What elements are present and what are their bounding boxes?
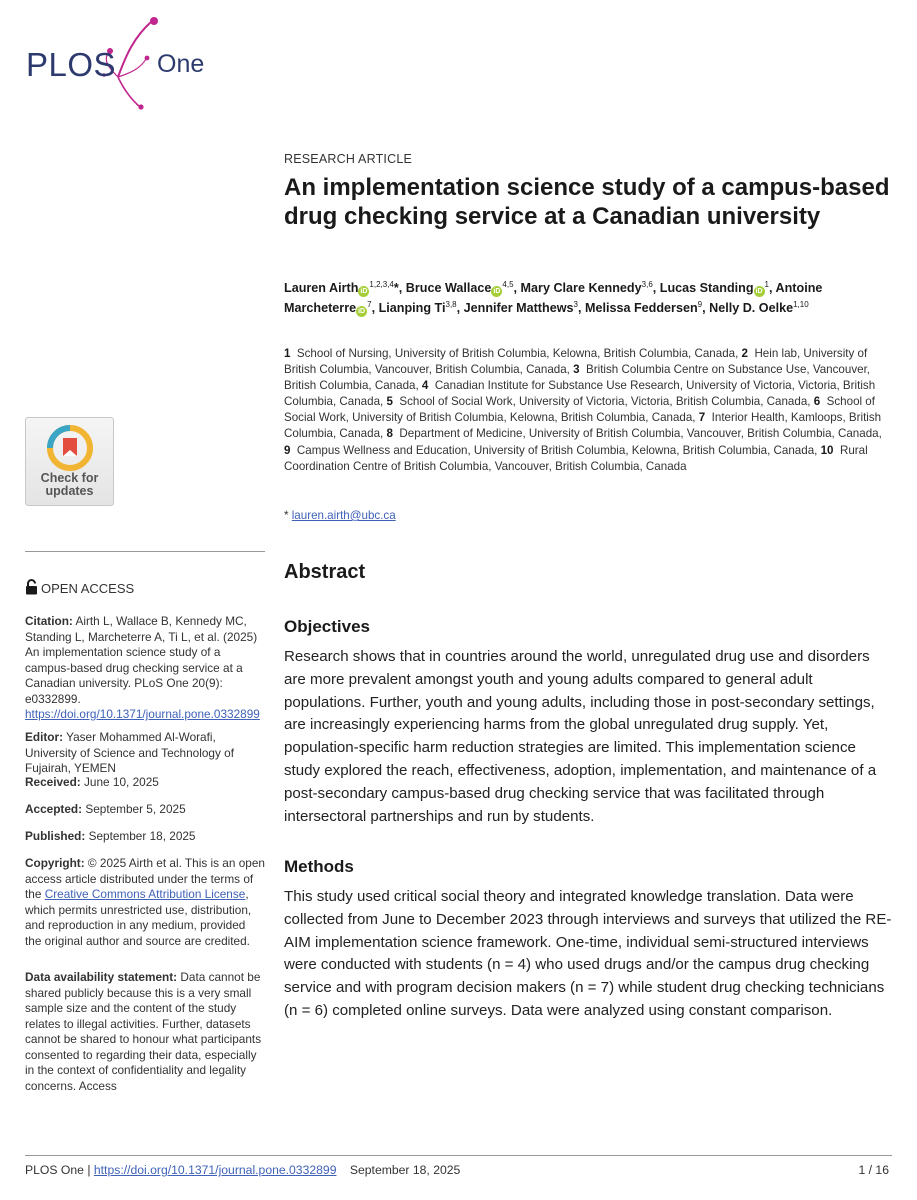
crossmark-icon <box>46 424 94 472</box>
author-affiliation-numbers: 4,5 <box>502 280 514 289</box>
affiliation-number: 4 <box>421 379 429 393</box>
author-separator: , <box>577 301 585 315</box>
author-separator: , <box>652 281 660 295</box>
copyright-text-end: , which permits unrestricted use, distribution, and reproduction in any medium, provided the original author and source are credited. <box>25 887 252 948</box>
page-footer <box>25 1163 460 1177</box>
email-link[interactable]: lauren.airth@ubc.ca <box>291 509 396 522</box>
cc-license-link[interactable]: Creative Commons Attribution License <box>44 887 246 901</box>
author-name: Mary Clare Kennedy <box>520 281 642 295</box>
editor-block <box>25 730 265 777</box>
footer-date: September 18, 2025 <box>349 1163 461 1177</box>
published-label: Published: <box>25 829 86 843</box>
published-date: September 18, 2025 <box>88 829 196 843</box>
affiliation-number: 7 <box>698 411 706 425</box>
author-affiliation-numbers: 7 <box>367 300 372 309</box>
accepted-label: Accepted: <box>25 802 83 816</box>
affiliation-text: Interior Health, Kamloops, British Columbia, Canada, <box>284 411 882 441</box>
logo-journal-text: One <box>157 50 205 78</box>
data-availability-label: Data availability statement: <box>25 970 178 984</box>
objectives-text: Research shows that in countries around the world, unregulated drug use and disorders are more prevalent amongst youth and young adults compared to general adult populations. Further, youth and young adults, including those in post-secondary settings, are increasingly experiencing harms from the global unregulated drug supply. Yet, population-specific harm reduction strategies are limited. This implementation science study explored the reach, effectiveness, adoption, implementation, and maintenance of a post-secondary campus-based drug checking service that was facilitated through intersectoral partnerships and run by students. <box>284 648 877 825</box>
author-name: Jennifer Matthews <box>463 301 574 315</box>
author-separator: , <box>702 301 710 315</box>
affiliation-text: School of Social Work, University of British Columbia, Kelowna, British Columbia, Canada, <box>284 395 875 425</box>
affiliation-number: 9 <box>284 443 291 457</box>
affiliation-text: School of Social Work, University of Victoria, Victoria, British Columbia, Canada, <box>399 395 814 409</box>
affiliation-text: Campus Wellness and Education, University of British Columbia, Kelowna, British Columbia, Canada, <box>296 443 821 457</box>
affiliation-text: Department of Medicine, University of British Columbia, Vancouver, British Columbia, Canada, <box>399 427 882 441</box>
author-name: Melissa Feddersen <box>584 301 698 315</box>
affiliation-number: 2 <box>741 347 748 360</box>
editor-label: Editor: <box>25 730 64 744</box>
article-type: RESEARCH ARTICLE <box>284 152 413 166</box>
author-name: Lauren Airth <box>284 281 359 295</box>
author-separator: *, <box>393 281 406 295</box>
author-affiliation-numbers: 9 <box>697 300 703 309</box>
author-affiliation-numbers: 1 <box>764 280 769 289</box>
affiliation-text: Hein lab, University of British Columbia, Vancouver, British Columbia, Canada, <box>284 347 868 377</box>
affiliation-number: 8 <box>386 427 393 441</box>
affiliation-text: Rural Coordination Centre of British Columbia, Vancouver, British Columbia, Canada <box>284 443 868 473</box>
received-date: June 10, 2025 <box>84 775 159 789</box>
orcid-icon[interactable]: iD <box>358 308 366 315</box>
citation-doi-link[interactable]: https://doi.org/10.1371/journal.pone.0332899 <box>25 707 260 721</box>
affiliation-text: British Columbia Centre on Substance Use, Vancouver, British Columbia, Canada, <box>284 363 871 393</box>
footer-doi-link[interactable]: https://doi.org/10.1371/journal.pone.0332899 <box>93 1163 337 1177</box>
author-separator: , <box>456 301 464 315</box>
affiliation-text: Canadian Institute for Substance Use Research, University of Victoria, Victoria, British Columbia, Canada, <box>284 379 876 409</box>
received-block <box>25 775 265 791</box>
author-affiliation-numbers: 1,10 <box>793 300 809 309</box>
accepted-date: September 5, 2025 <box>85 802 186 816</box>
data-availability-text: Data cannot be shared publicly because this is a very small sample size and the content of the study relates to illegal activities. Further, datasets cannot be shared to honour what participants consented to regarding their data, especially in the context of confidentiality and legality concerns. Access <box>25 970 262 1093</box>
author-name: Antoine Marcheterre <box>284 281 823 315</box>
copyright-block <box>25 856 265 949</box>
abstract-heading: Abstract <box>284 561 366 583</box>
published-block <box>25 829 265 845</box>
corresponding-email <box>284 509 894 522</box>
sidebar-divider <box>25 551 265 552</box>
affiliation-number: 1 <box>284 347 291 360</box>
author-separator: , <box>371 301 379 315</box>
affiliation-number: 5 <box>386 395 393 409</box>
footer-divider <box>25 1155 892 1156</box>
copyright-text: © 2025 Airth et al. This is an open access article distributed under the terms of the <box>25 856 265 901</box>
orcid-icon[interactable]: iD <box>360 288 368 295</box>
plos-one-logo[interactable] <box>26 15 226 115</box>
author-affiliation-numbers: 3,6 <box>641 280 653 289</box>
page-number: 1 / 16 <box>858 1163 889 1177</box>
accepted-block <box>25 802 265 818</box>
author-separator: , <box>768 281 776 295</box>
received-label: Received: <box>25 775 81 789</box>
affiliation-text: School of Nursing, University of British Columbia, Kelowna, British Columbia, Canada, <box>296 347 742 360</box>
article-title: An implementation science study of a campus-based drug checking service at a Canadian university <box>284 174 890 230</box>
orcid-icon[interactable]: iD <box>755 288 763 295</box>
affiliation-number: 6 <box>813 395 821 409</box>
author-separator: , <box>513 281 521 295</box>
orcid-icon[interactable]: iD <box>493 288 501 295</box>
affiliation-number: 3 <box>573 363 580 377</box>
copyright-label: Copyright: <box>25 856 85 870</box>
methods-text: This study used critical social theory and integrated knowledge translation. Data were collected from June to December 2023 through interviews and surveys that utilized the RE-AIM implementation science framework. One-time, individual semi-structured interviews were conducted with students (n = 4) who used drugs and/or the campus drug checking service and with program decision makers (n = 7) while student drug checking technicians (n = 6) completed online surveys. Data were analyzed using constant comparison. <box>284 888 892 1019</box>
author-name: Bruce Wallace <box>405 281 492 295</box>
open-access-text: OPEN ACCESS <box>41 581 135 596</box>
crossmark-line2: updates <box>45 484 94 498</box>
citation-block <box>25 614 265 723</box>
author-affiliation-numbers: 3 <box>573 300 578 309</box>
open-access-label <box>25 579 134 596</box>
affiliation-number: 10 <box>820 443 834 457</box>
editor-text: Yaser Mohammed Al-Worafi, University of Science and Technology of Fujairah, YEMEN <box>25 730 234 775</box>
author-affiliation-numbers: 1,2,3,4 <box>369 280 394 289</box>
author-name: Lucas Standing <box>659 281 754 295</box>
email-asterisk: * <box>284 509 292 522</box>
logo-brand-text: PLOS <box>26 46 117 83</box>
crossmark-label <box>26 472 113 498</box>
author-list <box>284 277 894 317</box>
citation-text: Airth L, Wallace B, Kennedy MC, Standing L, Marcheterre A, Ti L, et al. (2025) An implementation science study of a campus-based drug checking service at a Canadian university. PLoS One 20(9): e0332899. <box>25 614 258 706</box>
citation-label: Citation: <box>25 614 73 628</box>
author-name: Nelly D. Oelke <box>709 301 794 315</box>
methods-heading: Methods <box>284 857 354 876</box>
author-affiliation-numbers: 3,8 <box>445 300 457 309</box>
objectives-heading: Objectives <box>284 617 370 636</box>
footer-journal: PLOS One | <box>25 1163 91 1177</box>
data-availability-block <box>25 970 265 1094</box>
crossmark-line1: Check for <box>40 471 99 485</box>
check-for-updates-button[interactable] <box>25 417 114 506</box>
author-name: Lianping Ti <box>378 301 446 315</box>
open-lock-icon <box>25 579 38 595</box>
affiliations <box>284 346 894 475</box>
